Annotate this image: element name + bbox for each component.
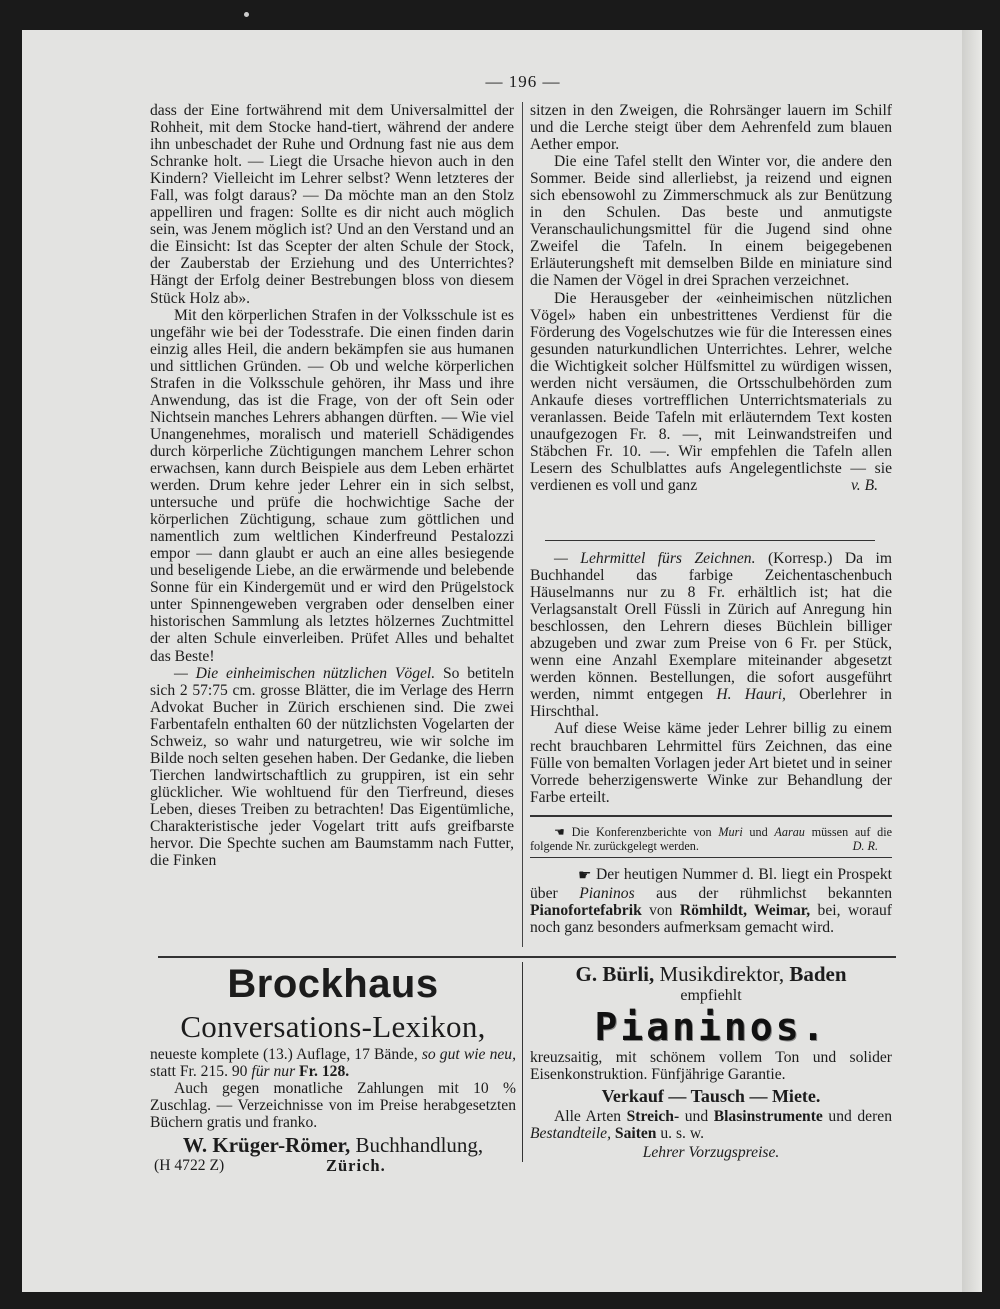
author-signature: v. B. bbox=[851, 477, 878, 495]
ad-sales-line: Verkauf — Tausch — Miete. bbox=[601, 1086, 821, 1106]
section-divider bbox=[530, 815, 892, 817]
ad-body: Alle Arten Streich- und Blasinstrumente und deren Bestandteile, Saiten u. s. w. bbox=[530, 1108, 892, 1142]
ad-price: Fr. 128. bbox=[295, 1063, 350, 1080]
right-column-lower bbox=[530, 550, 892, 806]
pointing-hand-icon: ☛ bbox=[578, 868, 592, 884]
article-paragraph bbox=[530, 550, 892, 720]
ad-brand: Brockhaus bbox=[227, 962, 439, 1006]
article-title: — Die einheimischen nützlichen Vögel. bbox=[174, 664, 436, 682]
page-number: — 196 — bbox=[485, 72, 561, 91]
ad-body: neueste komplete (13.) Auflage, 17 Bände, so gut wie neu, statt Fr. 215. 90 für nur Fr. 128. Auch gegen monatliche Zahlungen mit 10 % Zuschlag. — Verzeichnisse von im Preise herabgesetzten Büchern gratis und franko. bbox=[150, 1046, 516, 1131]
section-divider bbox=[530, 857, 892, 858]
article-title: — Lehrmittel fürs Zeichnen. bbox=[554, 550, 756, 567]
article-paragraph: Auf diese Weise käme jeder Lehrer billig zu einem recht brauchbaren Lehrmittel fürs Zeichnen, das eine Fülle von bemalten Vorlagen jeder Art bietet und in seiner Vorrede beherzigenswerte Winke zur Behandlung der Farbe erteilt. bbox=[530, 720, 892, 806]
article-paragraph: Mit den körperlichen Strafen in der Volksschule ist es ungefähr wie bei der Todesstrafe. Die einen finden darin einzig alles Heil, die andern bekämpfen sie aus humanen und sittlichen Gründen. — Ob und welche körperlichen Strafen in die Volksschule gehören, ihr Mass und ihre Anwendung, das ist die Frage, von der oft Sein oder Nichtsein manches Lehrers abhangen dürften. — Wie viel Unangenehmes, moralisch und materiell Schädigendes durch körperliche Züchtigungen manchem Lehrer schon erwachsen, kann durch Beispiele aus dem Leben erhärtet werden. Drum kehre jeder Lehrer ein in sich selbst, untersuche und prüfe die hochwichtige Sache der körperlichen Züchtigung, schaue zum göttlichen und namentlich zum weltlichen Kinderfreund Pestalozzi empor — dann glaubt er auch an eine alles besiegende und beseligende Liebe, an die erwärmende und belebende Sonne für ein Kindergemüt und er wird den Prügelstock unter Spinnengeweben vergraben oder denselben einer historischen Sammlung als letztes hölzernes Zuchtmittel der alten Schule einverleiben. Prüfet Alles und behaltet das Beste! bbox=[150, 306, 514, 665]
article-paragraph: dass der Eine fortwährend mit dem Universalmittel der Rohheit, mit dem Stocke hand-tiert, während der andere ihn unbeschadet der Ruhe und Ordnung fast nie aus dem Schranke holt. — Liegt die Ursache hievon auch in den Kindern? Vielleicht im Lehrer selbst? Wenn letzteres der Fall, was folgt daraus? — Da möchte man an den Stolz appelliren und fragen: Sollte es dir nicht auch möglich sein, was Jenem möglich ist? Und an den Verstand und an die Einsicht: Ist das Scepter der alten Schule der Stock, der Zauberstab der Erziehung und des Unterrichtes? Hängt der Erfolg deiner Bestrebungen bloss von diesem Stück Holz ab». bbox=[150, 102, 514, 307]
article-paragraph bbox=[530, 290, 892, 495]
article-text: Die Herausgeber der «einheimischen nützlichen Vögel» haben ein unbestrittenes Verdienst für die Förderung des Vogelschutzes wie für die Interessen eines gesunden naturkundlichen Unterrichtes. Lehrer, welche die Wichtigkeit solcher Hülfsmittel zu würdigen wissen, werden nicht versäumen, die Ortsschulbehörden zum Ankaufe dieses vortrefflichen Unterrichtsmaterials zu veranlassen. Beide Tafeln mit erläuterndem Text kosten unaufgezogen Fr. 8. —, mit Leinwandstreifen und Stäbchen Fr. 10. —. Wir empfehlen die Tafeln allen Lesern des Schulblattes aufs Angelegentlichste — sie verdienen es voll und ganz bbox=[530, 289, 892, 495]
scan-speck bbox=[244, 12, 249, 17]
section-divider bbox=[545, 540, 875, 541]
supplement-notice: ☛ Der heutigen Nummer d. Bl. liegt ein Prospekt über Pianinos aus der rühmlichst bekannten Pianofortefabrik von Römhildt, Weimar, bei, worauf noch ganz besonders aufmerksam gemacht wird. bbox=[530, 866, 892, 937]
column-divider bbox=[522, 102, 523, 947]
editor-signature: D. R. bbox=[852, 839, 878, 853]
pianinos-advertisement bbox=[530, 962, 892, 1162]
advertisement-column-divider bbox=[522, 962, 523, 1162]
brockhaus-advertisement bbox=[150, 960, 516, 1175]
right-column bbox=[530, 102, 892, 494]
ad-reference: (H 4722 Z) bbox=[154, 1157, 225, 1174]
advertisement-divider bbox=[158, 956, 896, 958]
ad-subheader: empfiehlt bbox=[680, 987, 742, 1004]
ad-body: kreuzsaitig, mit schönem vollem Ton und solider Eisenkonstruktion. Fünfjährige Garantie. bbox=[530, 1049, 892, 1083]
editorial-note: ☚ Die Konferenzberichte von Muri und Aarau müssen auf die folgende Nr. zurückgelegt werden. D. R. bbox=[530, 825, 893, 853]
left-column bbox=[150, 102, 514, 869]
article-paragraph: Die eine Tafel stellt den Winter vor, die andere den Sommer. Beide sind allerliebst, ja reizend und eignen sich ebensowohl zu Zimmerschmuck als zur Benützung in den Schulen. Das beste und anmutigste Veranschaulichungsmittel für die Jugend sind ohne Zweifel die Tafeln. In einem beigegebenen Erläuterungsheft mit demselben Bilde en miniature sind die Namen der Vögel in drei Sprachen verzeichnet. bbox=[530, 153, 892, 290]
article-paragraph bbox=[150, 665, 514, 870]
contact-name: H. Hauri, bbox=[716, 686, 786, 704]
article-text: (Korresp.) Da im Buchhandel das farbige Zeichentaschenbuch Häuselmanns nur zu 8 Fr. erhältlich ist; hat die Verlagsanstalt Orell Füssli in Zürich auf Anregung hin beschlossen, den Lehrern dieses Büchlein billiger abzugeben und zwar zum Preise von 6 Fr. per Stück, wenn eine Anzahl Exemplare miteinander abgesetzt werden können. Bestellungen, die sofort ausgeführt werden, nimmt entgegen bbox=[530, 550, 892, 704]
ad-dealer: W. Krüger-Römer, Buchhandlung, bbox=[182, 1133, 484, 1157]
page-edge bbox=[962, 30, 982, 1292]
manicule-icon: ☚ bbox=[554, 825, 565, 839]
ad-footer bbox=[150, 1157, 516, 1175]
article-paragraph: sitzen in den Zweigen, die Rohrsänger lauern im Schilf und die Lerche steigt über dem Aehrenfeld zum blauen Aether empor. bbox=[530, 102, 892, 154]
ad-city: Zürich. bbox=[326, 1156, 386, 1175]
ad-header: G. Bürli, Musikdirektor, Baden bbox=[575, 962, 847, 986]
article-text: Oberlehrer in Hirschthal. bbox=[530, 686, 892, 721]
ad-preference: Lehrer Vorzugspreise. bbox=[642, 1144, 780, 1161]
ad-product: Pianinos. bbox=[594, 1005, 828, 1049]
ad-product: Conversations-Lexikon, bbox=[180, 1009, 486, 1044]
article-text: So betiteln sich 2 57:75 cm. grosse Blätter, die im Verlage des Herrn Advokat Bucher in Zürich erschienen sind. Die zwei Farbentafeln enthalten 60 der nützlichsten Vogelarten der Schweiz, so wahr und naturgetreu, wie wir solche im Bilde noch selten gesehen haben. Der Gedanke, die lieben Tierchen landwirtschaftlich zu gruppiren, ist ein sehr glücklicher. Wie wohltuend für den Tierfreund, dieses Leben, dieses Treiben zu betrachten! Das Eigentümliche, Charakteristische jeder Vogelart tritt aufs greifbarste hervor. Die Spechte suchen am Baumstamm nach Futter, die Finken bbox=[150, 664, 514, 870]
